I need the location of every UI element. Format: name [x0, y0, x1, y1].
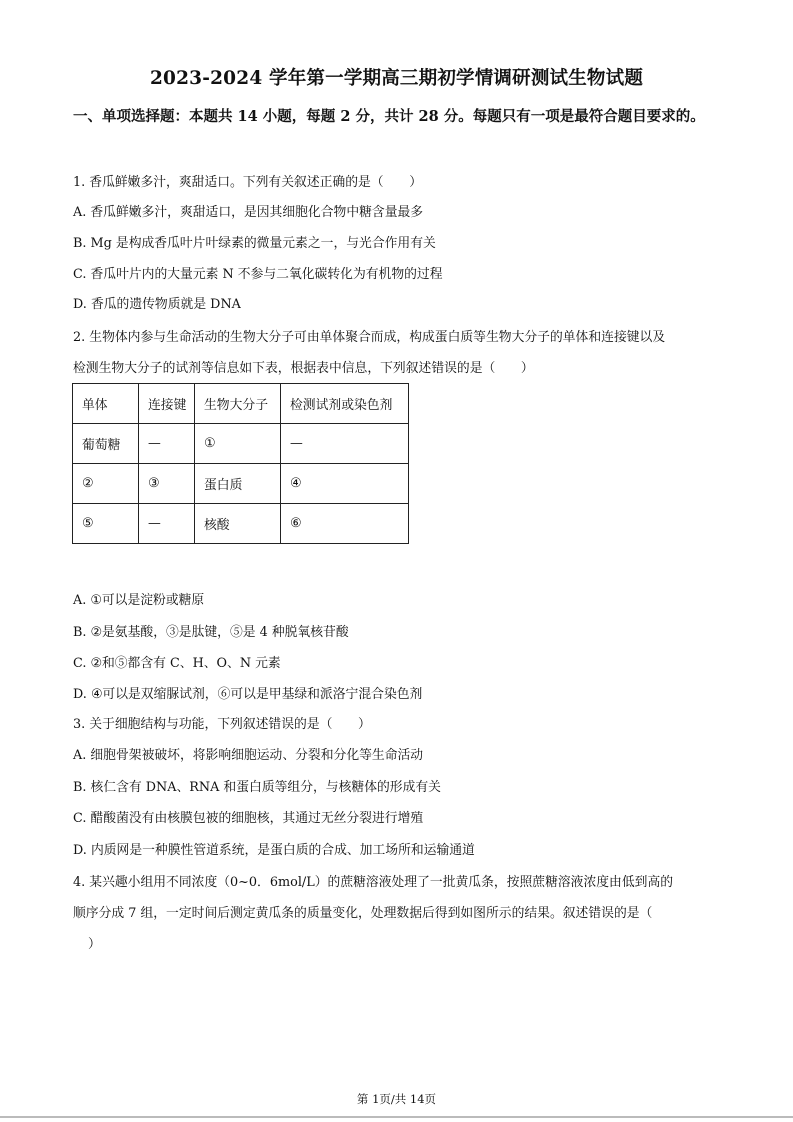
question-3-stem: 3. 关于细胞结构与功能，下列叙述错误的是（ ）: [73, 717, 371, 732]
table-cell: 核酸: [195, 504, 281, 544]
question-1-option-b: B. Mg 是构成香瓜叶片叶绿素的微量元素之一，与光合作用有关: [73, 236, 436, 251]
table-cell: ③: [139, 464, 195, 504]
question-2-stem-line2: 检测生物大分子的试剂等信息如下表，根据表中信息，下列叙述错误的是（ ）: [73, 361, 534, 376]
table-header-cell: 生物大分子: [195, 384, 281, 424]
page-number-footer: 第 1页/共 14页: [356, 1092, 437, 1106]
monomer-table: [72, 383, 409, 544]
question-2-option-c: C. ②和⑤都含有 C、H、O、N 元素: [73, 656, 281, 671]
table-cell: 葡萄糖: [73, 424, 139, 464]
question-2-stem-line1: 2. 生物体内参与生命活动的生物大分子可由单体聚合而成，构成蛋白质等生物大分子的单体和连接键以及: [73, 330, 666, 345]
table-cell: ④: [281, 464, 409, 504]
table-header-cell: 单体: [73, 384, 139, 424]
question-2-option-a: A. ①可以是淀粉或糖原: [73, 593, 205, 608]
table-header-cell: 连接键: [139, 384, 195, 424]
table-cell: ⑤: [73, 504, 139, 544]
table-cell: ⑥: [281, 504, 409, 544]
table-header-cell: 检测试剂或染色剂: [281, 384, 409, 424]
question-2-option-b: B. ②是氨基酸，③是肽键，⑤是 4 种脱氧核苷酸: [73, 625, 349, 640]
bottom-divider: [0, 1116, 793, 1118]
table-cell: 蛋白质: [195, 464, 281, 504]
question-3-option-a: A. 细胞骨架被破坏，将影响细胞运动、分裂和分化等生命活动: [73, 748, 424, 763]
question-2-option-d: D. ④可以是双缩脲试剂，⑥可以是甲基绿和派洛宁混合染色剂: [73, 687, 423, 702]
table-cell: —: [139, 504, 195, 544]
question-4-stem-line3: ）: [88, 937, 101, 952]
question-1-stem: 1. 香瓜鲜嫩多汁，爽甜适口。下列有关叙述正确的是（ ）: [73, 175, 422, 190]
table-header-row: [73, 384, 409, 424]
question-1-option-a: A. 香瓜鲜嫩多汁，爽甜适口，是因其细胞化合物中糖含量最多: [73, 205, 424, 220]
table-cell: —: [139, 424, 195, 464]
question-4-stem-line2: 顺序分成 7 组，一定时间后测定黄瓜条的质量变化，处理数据后得到如图所示的结果。叙述错误的是（: [73, 906, 653, 921]
section-heading: 一、单项选择题：本题共 14 小题，每题 2 分，共计 28 分。每题只有一项是最符合题目要求的。: [73, 108, 705, 125]
page-title: 2023-2024 学年第一学期高三期初学情调研测试生物试题: [149, 68, 644, 89]
question-1-option-c: C. 香瓜叶片内的大量元素 N 不参与二氧化碳转化为有机物的过程: [73, 267, 443, 282]
table-cell: ②: [73, 464, 139, 504]
question-3-option-d: D. 内质网是一种膜性管道系统，是蛋白质的合成、加工场所和运输通道: [73, 843, 475, 858]
question-3-option-c: C. 醋酸菌没有由核膜包被的细胞核，其通过无丝分裂进行增殖: [73, 811, 424, 826]
question-3-option-b: B. 核仁含有 DNA、RNA 和蛋白质等组分，与核糖体的形成有关: [73, 780, 441, 795]
table-row: [73, 424, 409, 464]
table-row: [73, 464, 409, 504]
question-4-stem-line1: 4. 某兴趣小组用不同浓度（0~0．6mol/L）的蔗糖溶液处理了一批黄瓜条，按照蔗糖溶液浓度由低到高的: [73, 875, 674, 890]
question-1-option-d: D. 香瓜的遗传物质就是 DNA: [73, 297, 241, 312]
table-row: [73, 504, 409, 544]
table-cell: —: [281, 424, 409, 464]
table-cell: ①: [195, 424, 281, 464]
